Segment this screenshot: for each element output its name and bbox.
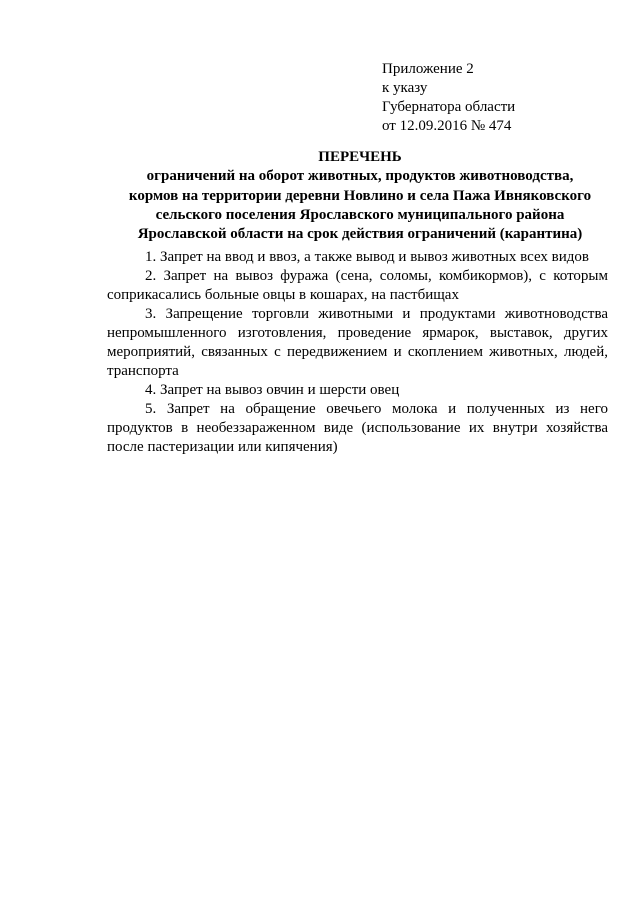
restriction-item: 4. Запрет на вывоз овчин и шерсти овец [145,382,400,398]
restrictions-list [107,248,608,457]
title-heading: ПЕРЕЧЕНЬ [318,149,402,165]
appendix-decree: к указу [382,80,428,96]
restriction-item: 2. Запрет на вывоз фуража (сена, соломы, комбикормов), с которым соприкасались больные овцы в кошарах, на пастбищах [107,268,608,303]
appendix-issuer: Губернатора области [382,99,516,115]
restriction-item: 1. Запрет на ввод и ввоз, а также вывод и вывоз животных всех видов [145,249,589,265]
title-line: ограничений на оборот животных, продуктов животноводства, [146,168,574,185]
document-title [100,148,620,244]
title-line: сельского поселения Ярославского муниципального района [155,206,565,223]
restriction-item: 5. Запрет на обращение овечьего молока и полученных из него продуктов в необеззараженном виде (использование их внутри хозяйства после пастеризации или кипячения) [107,401,608,455]
appendix-date-number: от 12.09.2016 № 474 [382,118,512,134]
appendix-reference [382,60,515,136]
title-line: кормов на территории деревни Новлино и села Пажа Ивняковского [128,187,592,204]
appendix-number: Приложение 2 [382,61,474,77]
restriction-item: 3. Запрещение торговли животными и продуктами животноводства непромышленного изготовления, проведение ярмарок, выставок, других мероприятий, связанных с передвижением и скоплением животных, людей, транспорта [107,306,608,379]
title-line: Ярославской области на срок действия ограничений (карантина) [137,226,583,243]
